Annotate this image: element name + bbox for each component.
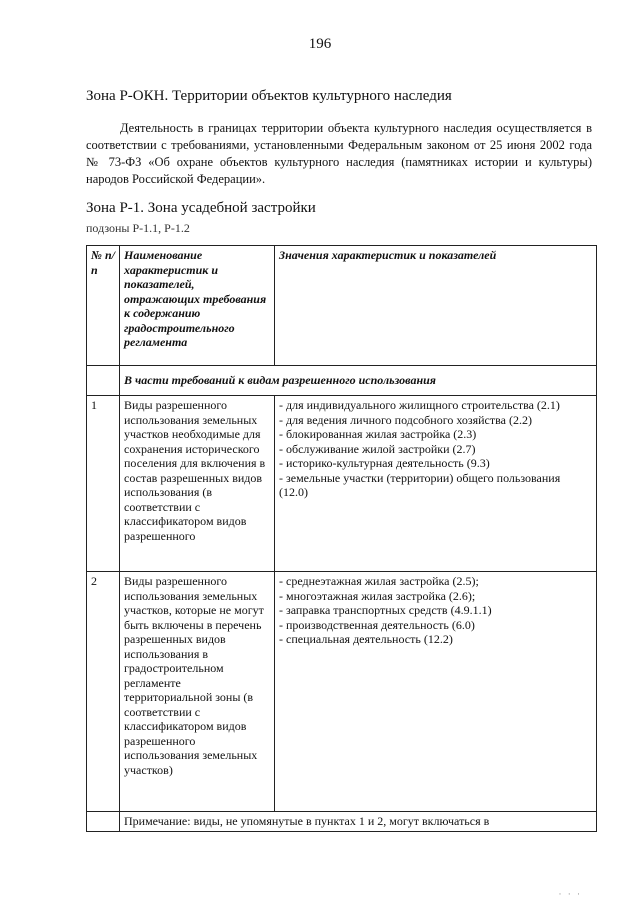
row-values <box>275 396 597 572</box>
header-name: Наименование характеристик и показателей, отражающих требования к содержанию градостроительного регламента <box>120 246 275 366</box>
zone-okn-text: Деятельность в границах территории объекта культурного наследия осуществляется в соответствии с требованиями, установленными Федеральным законом от 25 июня 2002 года № 73-ФЗ «Об охране объектов культурного наследия (памятниках истории и культуры) народов Российской Федерации». <box>86 121 592 186</box>
row-num: 2 <box>87 572 120 812</box>
row-name: Виды разрешенного использования земельных участков, которые не могут быть включены в перечень разрешенных видов использования в градостроительном регламенте территориальной зоны (в соответствии с классификатором видов разрешенного использования земельных участков) <box>120 572 275 812</box>
corner-mark: · · · <box>558 889 582 899</box>
requirements-table <box>86 245 597 832</box>
list-item: - специальная деятельность (12.2) <box>279 632 453 646</box>
table-note-row <box>87 812 597 832</box>
list-item: - блокированная жилая застройка (2.3) <box>279 427 477 441</box>
row-values <box>275 572 597 812</box>
table-header-row <box>87 246 597 366</box>
zone-r1-title: Зона Р-1. Зона усадебной застройки <box>86 200 316 216</box>
list-item: - производственная деятельность (6.0) <box>279 617 475 632</box>
note-empty-cell <box>87 812 120 832</box>
table-section-row <box>87 366 597 396</box>
list-item: - среднеэтажная жилая застройка (2.5); <box>279 574 479 588</box>
list-item: - многоэтажная жилая застройка (2.6); <box>279 588 476 603</box>
section-empty-cell <box>87 366 120 396</box>
table-row <box>87 396 597 572</box>
list-item: - заправка транспортных средств (4.9.1.1) <box>279 603 492 617</box>
table-row <box>87 572 597 812</box>
list-item: - обслуживание жилой застройки (2.7) <box>279 441 476 456</box>
list-item: - историко-культурная деятельность (9.3) <box>279 456 490 470</box>
values-list <box>279 574 592 647</box>
list-item: - для ведения личного подсобного хозяйства (2.2) <box>279 412 532 427</box>
header-num: № п/п <box>87 246 120 366</box>
header-values: Значения характеристик и показателей <box>275 246 597 366</box>
zone-okn-title: Зона Р-ОКН. Территории объектов культурного наследия <box>86 88 452 104</box>
row-num: 1 <box>87 396 120 572</box>
section-title: В части требований к видам разрешенного использования <box>120 366 597 396</box>
list-item: - земельные участки (территории) общего пользования (12.0) <box>279 470 561 499</box>
table-note: Примечание: виды, не упомянутые в пунктах 1 и 2, могут включаться в <box>120 812 597 832</box>
page-number: 196 <box>308 36 332 52</box>
values-list <box>279 398 592 500</box>
row-name: Виды разрешенного использования земельных участков необходимые для сохранения исторического поселения для включения в состав разрешенных видов использования (в соответствии с классификатором видов разрешенного <box>120 396 275 572</box>
zone-r1-subzones: подзоны Р-1.1, Р-1.2 <box>86 221 190 235</box>
list-item: - для индивидуального жилищного строительства (2.1) <box>279 398 560 412</box>
